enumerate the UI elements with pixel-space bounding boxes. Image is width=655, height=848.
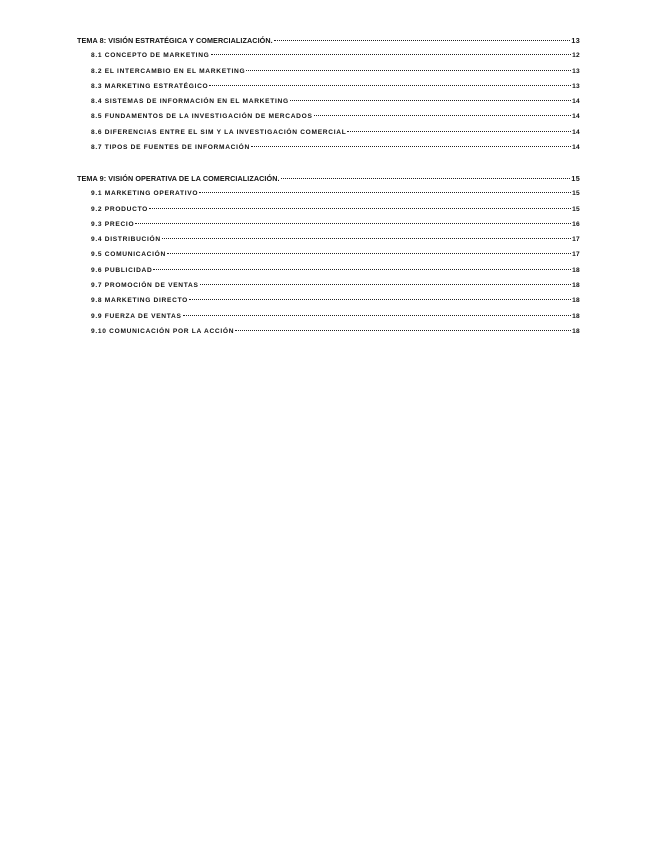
toc-entry[interactable] bbox=[77, 278, 580, 293]
toc-heading-title: TEMA 8: VISIÓN ESTRATÉGICA Y COMERCIALIZACIÓN. bbox=[77, 36, 273, 45]
toc-section-tema-8 bbox=[77, 33, 580, 155]
toc-entry[interactable] bbox=[77, 247, 580, 262]
toc-entry[interactable] bbox=[77, 125, 580, 140]
toc-entry-page: 16 bbox=[572, 220, 580, 228]
toc-entry-title: 9.1 MARKETING OPERATIVO bbox=[91, 190, 199, 198]
dot-leader bbox=[183, 315, 571, 316]
toc-heading-page: 15 bbox=[571, 174, 580, 183]
toc-entry-title: 9.4 DISTRIBUCIÓN bbox=[91, 236, 161, 244]
toc-entry-title: 9.2 PRODUCTO bbox=[91, 205, 149, 213]
toc-entry-page: 13 bbox=[572, 82, 580, 90]
toc-entry-page: 18 bbox=[572, 327, 580, 335]
toc-entry[interactable] bbox=[77, 79, 580, 94]
toc-entry-title: 9.5 COMUNICACIÓN bbox=[91, 251, 166, 259]
toc-entry[interactable] bbox=[77, 186, 580, 201]
toc-entry[interactable] bbox=[77, 232, 580, 247]
toc-entry-page: 18 bbox=[572, 282, 580, 290]
toc-entry-page: 17 bbox=[572, 251, 580, 259]
toc-entry-page: 14 bbox=[572, 113, 580, 121]
toc-entry-title: 9.7 PROMOCIÓN DE VENTAS bbox=[91, 282, 199, 290]
toc-entry-title: 8.2 EL INTERCAMBIO EN EL MARKETING bbox=[91, 67, 246, 75]
toc-entry[interactable] bbox=[77, 202, 580, 217]
toc-entry[interactable] bbox=[77, 309, 580, 324]
toc-entry[interactable] bbox=[77, 140, 580, 155]
dot-leader bbox=[167, 253, 571, 254]
toc-entry-title: 8.7 TIPOS DE FUENTES DE INFORMACIÓN bbox=[91, 144, 250, 152]
toc-entry[interactable] bbox=[77, 263, 580, 278]
toc-entry-title: 8.6 DIFERENCIAS ENTRE EL SIM Y LA INVESTIGACIÓN COMERCIAL bbox=[91, 128, 347, 136]
toc-entry-page: 14 bbox=[572, 98, 580, 106]
dot-leader bbox=[246, 70, 571, 71]
toc-entry[interactable] bbox=[77, 217, 580, 232]
dot-leader bbox=[209, 85, 571, 86]
toc-entry-page: 13 bbox=[572, 67, 580, 75]
dot-leader bbox=[235, 330, 571, 331]
toc-entry-title: 8.3 MARKETING ESTRATÉGICO bbox=[91, 82, 209, 90]
toc-entry-page: 14 bbox=[572, 128, 580, 136]
toc-entry-title: 9.9 FUERZA DE VENTAS bbox=[91, 312, 182, 320]
dot-leader bbox=[274, 40, 571, 41]
toc-entry[interactable] bbox=[77, 293, 580, 308]
toc-entry-title: 8.4 SISTEMAS DE INFORMACIÓN EN EL MARKETING bbox=[91, 98, 289, 106]
toc-heading[interactable] bbox=[77, 171, 580, 186]
dot-leader bbox=[211, 54, 572, 55]
toc-entry[interactable] bbox=[77, 94, 580, 109]
dot-leader bbox=[251, 146, 571, 147]
toc-entry-title: 9.6 PUBLICIDAD bbox=[91, 266, 153, 274]
dot-leader bbox=[162, 238, 571, 239]
dot-leader bbox=[153, 269, 571, 270]
dot-leader bbox=[199, 192, 571, 193]
toc-entry-page: 18 bbox=[572, 266, 580, 274]
toc-entry[interactable] bbox=[77, 48, 580, 63]
toc-entry-title: 9.8 MARKETING DIRECTO bbox=[91, 297, 189, 305]
toc-entry-page: 17 bbox=[572, 236, 580, 244]
toc-entry-page: 14 bbox=[572, 144, 580, 152]
toc-entry[interactable] bbox=[77, 324, 580, 339]
toc-entry-page: 18 bbox=[572, 312, 580, 320]
toc-entry-page: 18 bbox=[572, 297, 580, 305]
dot-leader bbox=[149, 208, 571, 209]
toc-heading-page: 13 bbox=[571, 36, 580, 45]
toc-entry-page: 15 bbox=[572, 205, 580, 213]
toc-entry-title: 8.1 CONCEPTO DE MARKETING bbox=[91, 52, 210, 60]
dot-leader bbox=[281, 178, 571, 179]
toc-entry-title: 9.10 COMUNICACIÓN POR LA ACCIÓN bbox=[91, 327, 235, 335]
toc-entry-title: 8.5 FUNDAMENTOS DE LA INVESTIGACIÓN DE MERCADOS bbox=[91, 113, 313, 121]
dot-leader bbox=[135, 223, 571, 224]
dot-leader bbox=[314, 115, 571, 116]
dot-leader bbox=[200, 284, 571, 285]
toc-entry[interactable] bbox=[77, 109, 580, 124]
toc-entry-title: 9.3 PRECIO bbox=[91, 220, 135, 228]
dot-leader bbox=[347, 131, 571, 132]
toc-entry-page: 12 bbox=[572, 52, 580, 60]
toc-entry[interactable] bbox=[77, 64, 580, 79]
dot-leader bbox=[189, 299, 571, 300]
toc-section-tema-9 bbox=[77, 171, 580, 339]
toc-heading-title: TEMA 9: VISIÓN OPERATIVA DE LA COMERCIALIZACIÓN. bbox=[77, 174, 280, 183]
toc-heading[interactable] bbox=[77, 33, 580, 48]
toc-entry-page: 15 bbox=[572, 190, 580, 198]
dot-leader bbox=[290, 100, 571, 101]
